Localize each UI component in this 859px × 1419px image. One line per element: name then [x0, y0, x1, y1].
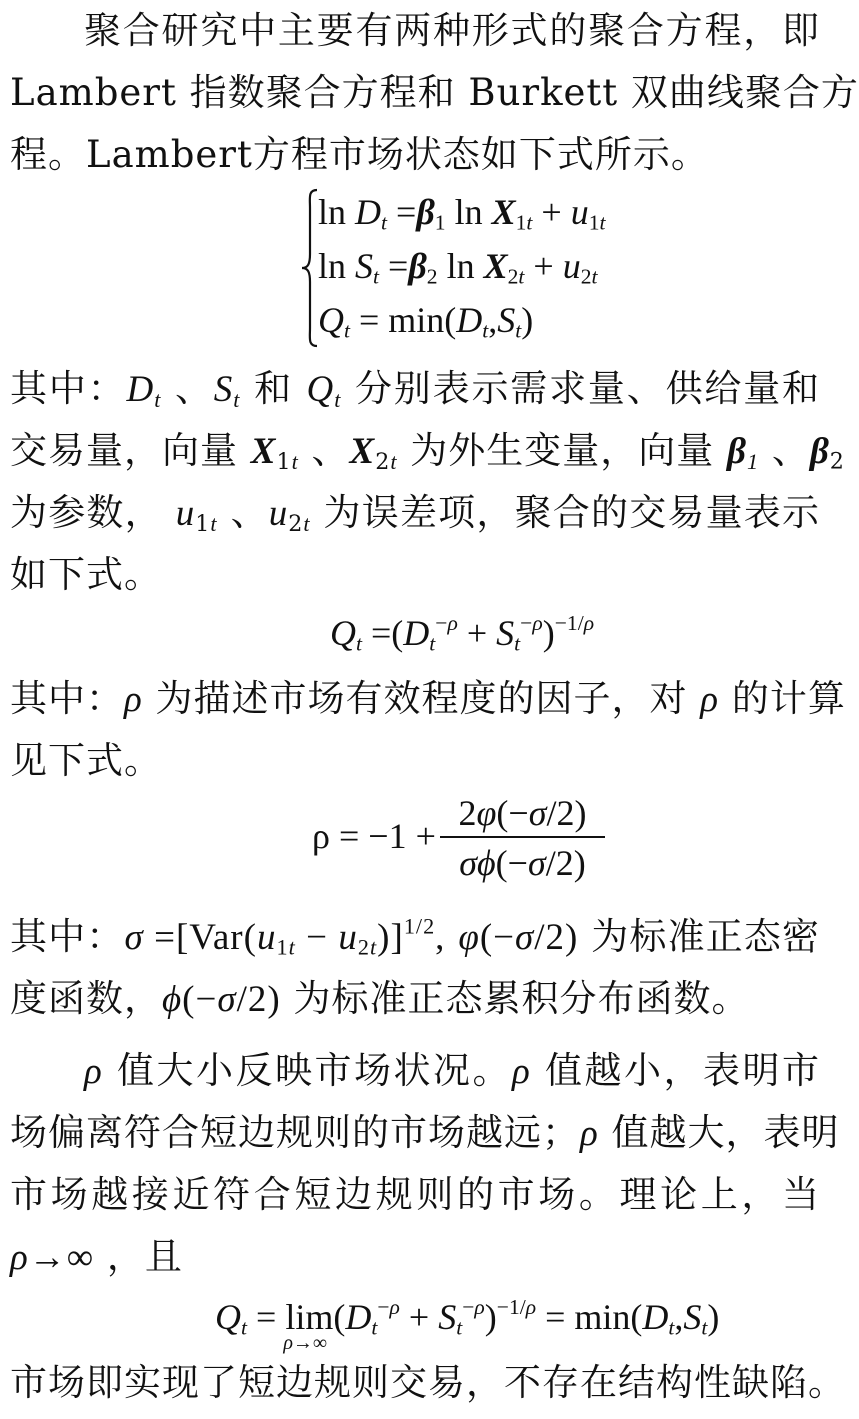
para4-line1: 其中：$\sigma =[Var(u_{1t} - u_{2t})]^{1/2}$, φ(−σ/2) 为标准正态密 [10, 913, 821, 960]
para5-line3: 市场越接近符合短边规则的市场。理论上，当 [10, 1173, 820, 1216]
para1-line2: Lambert 指数聚合方程和 Burkett 双曲线聚合方 [10, 71, 859, 114]
para6-line1: 市场即实现了短边规则交易，不存在结构性缺陷。 [10, 1361, 846, 1404]
para1-line3: 程。Lambert方程市场状态如下式所示。 [10, 133, 709, 176]
para5-line2: 场偏离符合短边规则的市场越远；ρ 值越大，表明 [10, 1111, 840, 1154]
aggregate-equation: $Q_t =(D_t^{-\rho} + S_t^{-\rho})^{-1/\rho}$ [330, 610, 595, 656]
rho-equation-denominator: σϕ(−σ/2) [459, 843, 586, 883]
para5-line1: ρ 值大小反映市场状况。ρ 值越小，表明市 [84, 1049, 821, 1092]
para5-line4: ρ→∞ ，且 [10, 1235, 183, 1278]
system-eq-row1: $\ln D_t =\beta_1$ $\ln X_{1t} + u_{1t}$ [318, 192, 606, 235]
para2-line4: 如下式。 [10, 553, 162, 596]
para3-line1: 其中：ρ 为描述市场有效程度的因子，对 ρ 的计算 [10, 677, 846, 720]
rho-equation-numerator: 2φ(−σ/2) [458, 793, 587, 833]
para2-line2: 交易量，向量 $X_{1t}$ 、$X_{2t}$ 为外生变量，向量 $\beta_1$ 、$\beta_2$ [10, 429, 845, 475]
limit-equation: $Q_t = \lim$ ρ→∞ $(D_t^{-\rho} + S_t^{-\rho})^{-1/\rho} = \min(D_t,S_t)$ [215, 1294, 720, 1354]
para2-line3: 为参数， $u_{1t}$ 、$u_{2t}$ 为误差项，聚合的交易量表示 [10, 491, 821, 537]
para4-line2: 度函数，ϕ(−σ/2) 为标准正态累积分布函数。 [10, 977, 750, 1020]
left-brace-icon [300, 188, 320, 348]
system-eq-row3: $Q_t = \min(D_t,S_t)$ [318, 300, 534, 343]
para1-line1: 聚合研究中主要有两种形式的聚合方程，即 [84, 9, 820, 52]
system-eq-row2: $\ln S_t =\beta_2$ $\ln X_{2t} + u_{2t}$ [318, 246, 598, 289]
fraction-bar [440, 836, 605, 838]
rho-equation-lhs: ρ = −1 + [312, 816, 436, 856]
para2-line1: 其中：$D_t$ 、$S_t$ 和 $Q_t$ 分别表示需求量、供给量和 [10, 367, 821, 412]
para3-line2: 见下式。 [10, 739, 162, 782]
